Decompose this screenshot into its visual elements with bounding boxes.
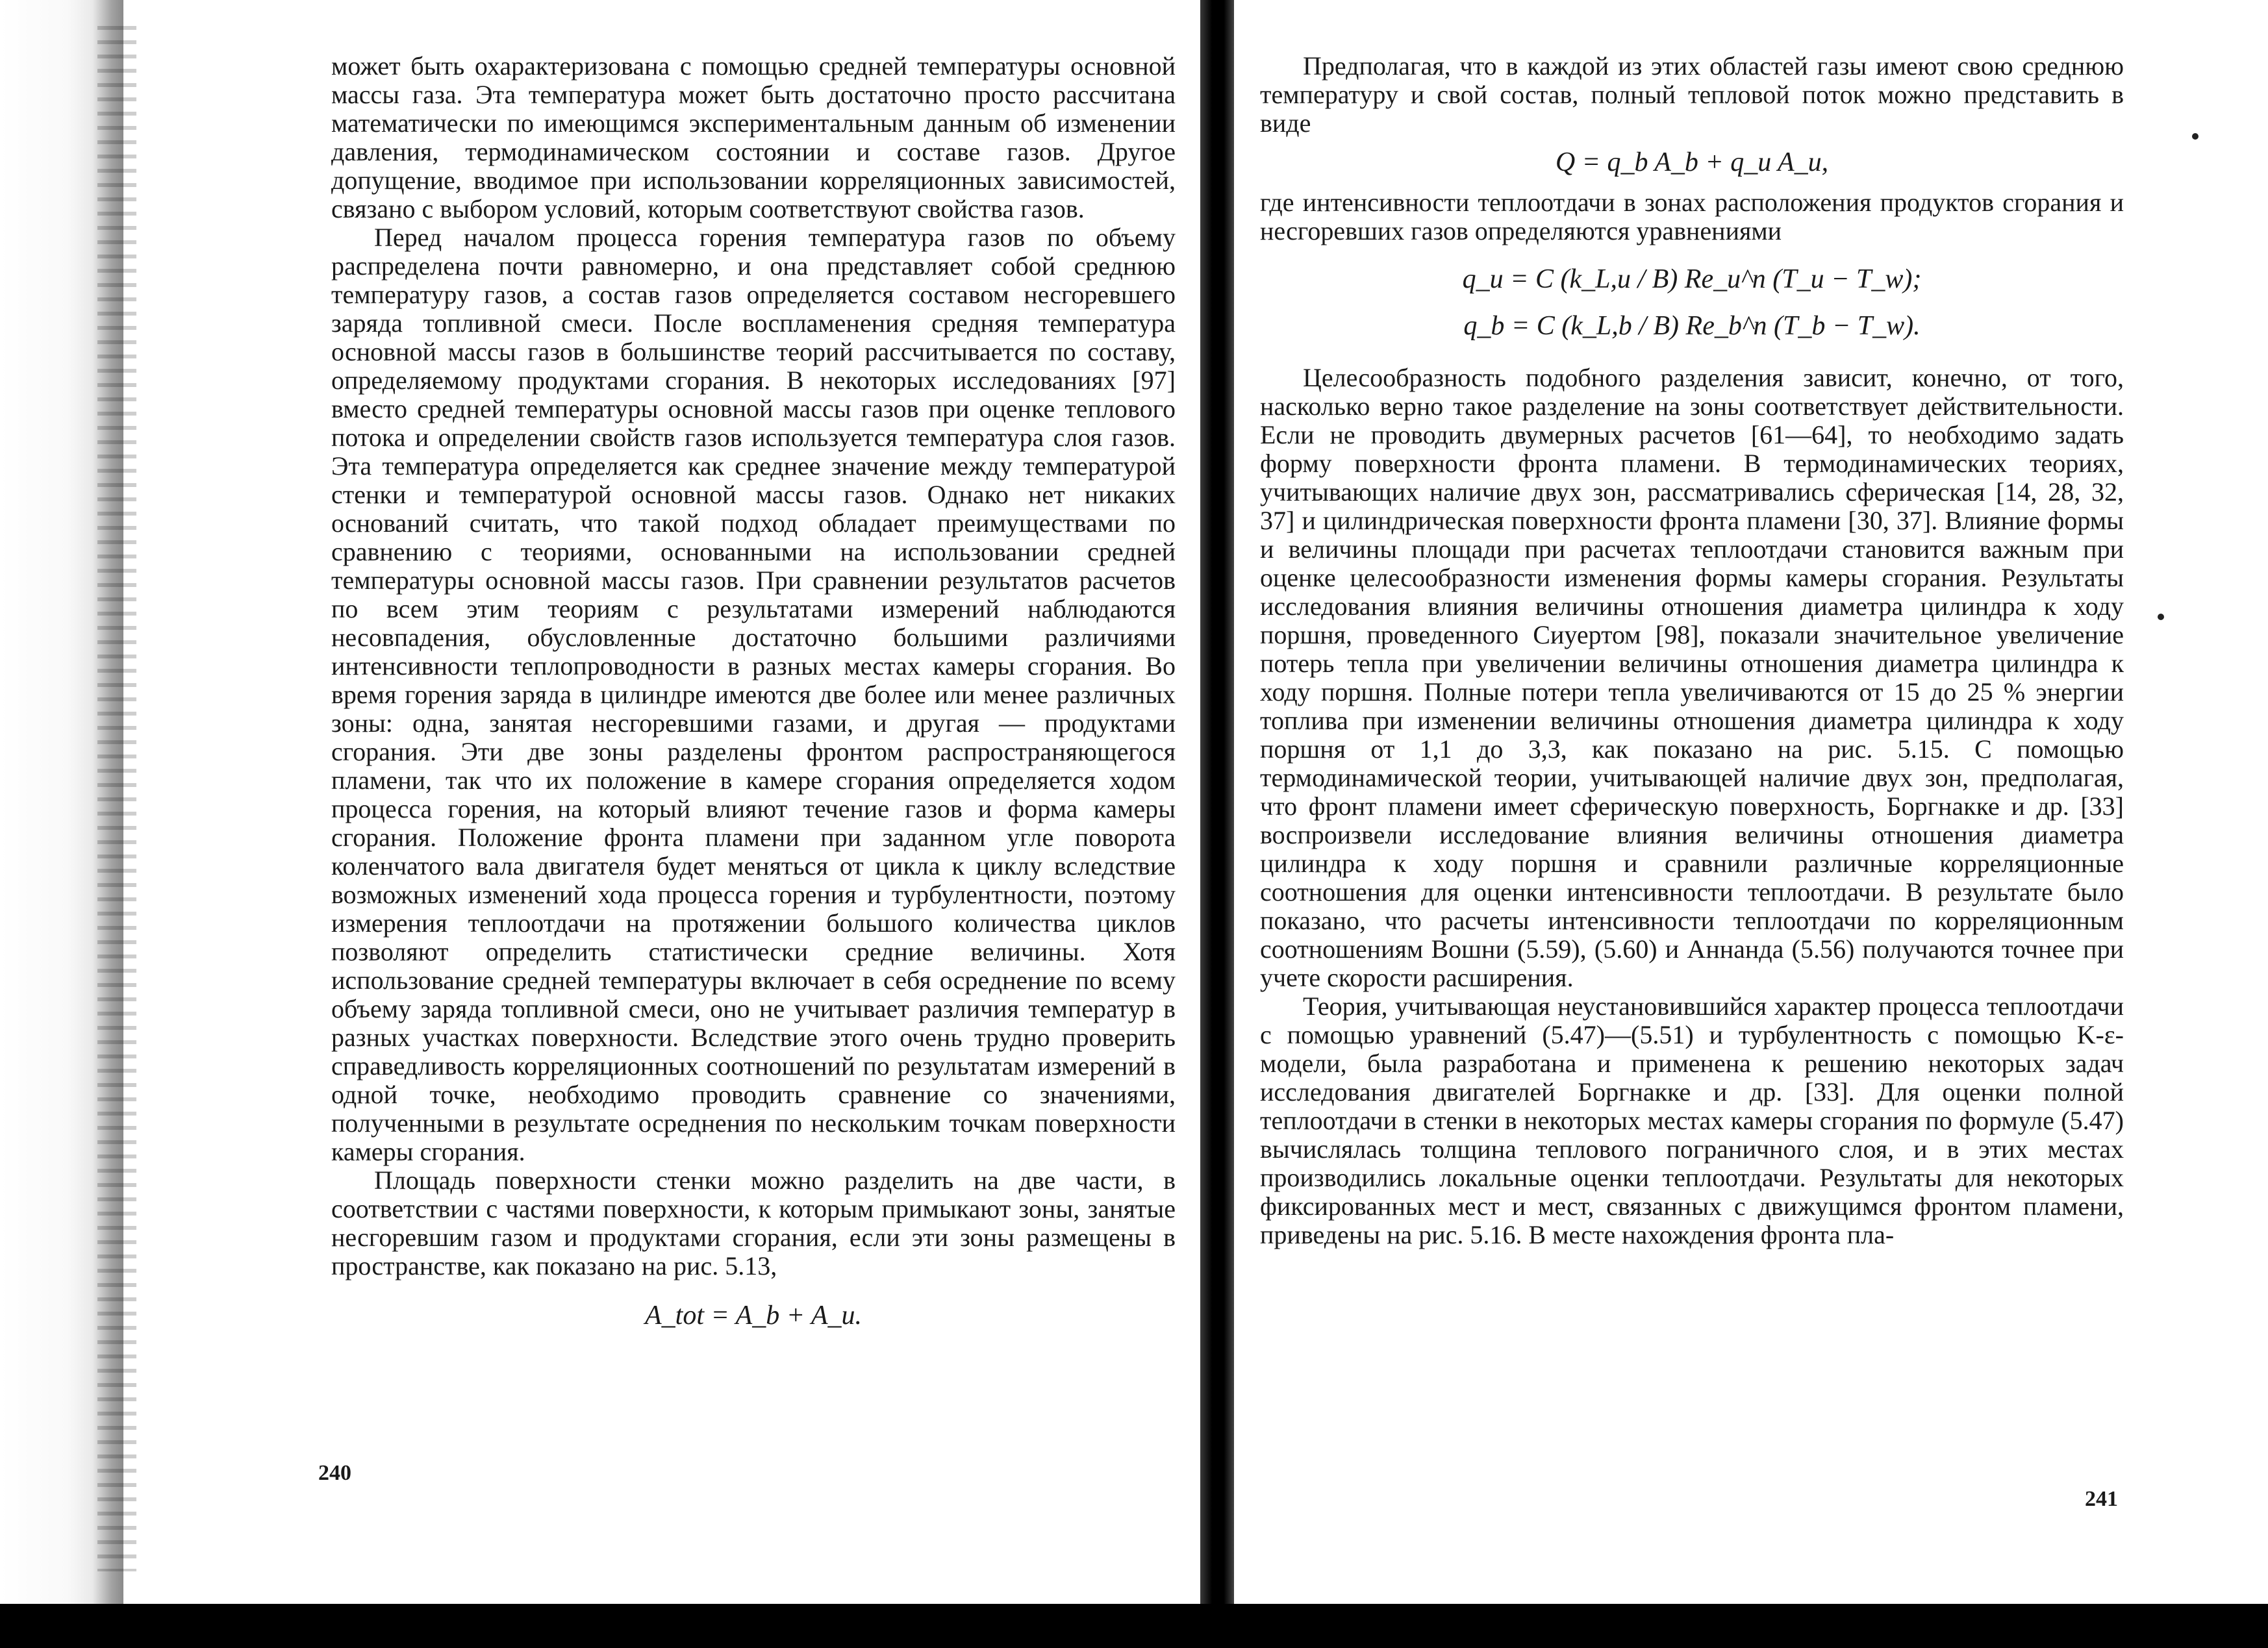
formula-area-total [331, 1295, 1176, 1336]
formula-total-heat-text: Q = q_b A_b + q_u A_u, [1555, 147, 1829, 177]
scan-bottom-border [0, 1604, 2268, 1648]
right-page [1260, 52, 2124, 1249]
scan-streaks [97, 26, 136, 1571]
scan-speck [2192, 133, 2199, 140]
formula-qu-text: q_u = C (k_L,u / B) Re_u^n (T_u − T_w); [1462, 264, 1922, 294]
page-number-left: 240 [318, 1461, 351, 1485]
right-paragraph-4: Теория, учитывающая неустановившийся характер процесса теплоотдачи с помощью уравнений (5.47)—(5.51) и турбулентность с помощью K-ε-модели, была разработана и применена к решению некоторых задач исследования двигателей Боргнакке и др. [33]. Для оценки полной теплоотдачи в стенки в некоторых местах камеры сгорания по формуле (5.47) вычислялась толщина теплового пограничного слоя, и в этих местах производились локальные оценки теплоотдачи. Результаты для некоторых фиксированных мест и мест, связанных с движущимся фронтом пламени, приведены на рис. 5.16. В месте нахождения фронта пла- [1260, 992, 2124, 1249]
right-paragraph-3: Целесообразность подобного разделения зависит, конечно, от того, насколько верно такое разделение на зоны соответствует действительности. Если не проводить двумерных расчетов [61—64], то необходимо задать форму поверхности фронта пламени. В термодинамических теориях, учитывающих наличие двух зон, рассматривались сферическая [14, 28, 32, 37] и цилиндрическая поверхности фронта пламени [30, 37]. Влияние формы и величины площади при расчетах теплоотдачи становится важным при оценке целесообразности изменения формы камеры сгорания. Результаты исследования влияния величины отношения диаметра цилиндра к ходу поршня, проведенного Сиуертом [98], показали значительное увеличение потерь тепла при увеличении величины отношения диаметра цилиндра к ходу поршня. Полные потери тепла увеличиваются от 15 до 25 % энергии топлива при изменении величины отношения диаметра цилиндра к ходу поршня от 1,1 до 3,3, как показано на рис. 5.15. С помощью термодинамической теории, учитывающей наличие двух зон, предполагая, что фронт пламени имеет сферическую поверхность, Боргнакке и др. [33] воспроизвели исследование влияния величины отношения диаметра цилиндра к ходу поршня и сравнили различные корреляционные соотношения для оценки интенсивности теплоотдачи. В результате было показано, что расчеты интенсивности теплоотдачи по корреляционным соотношениям Вошни (5.59), (5.60) и Аннанда (5.56) получаются точнее при учете скорости расширения. [1260, 363, 2124, 992]
page-number-right: 241 [2085, 1487, 2118, 1511]
left-paragraph-1: может быть охарактеризована с помощью средней температуры основной массы газа. Эта температура может быть достаточно просто рассчитана математически по имеющимся экспериментальным данным об изменении давления, термодинамическом состоянии и составе газов. Другое допущение, вводимое при использовании корреляционных зависимостей, связано с выбором условий, которым соответствуют свойства газов. [331, 51, 1176, 223]
formula-qu [1260, 258, 2124, 300]
book-spine [1200, 0, 1234, 1604]
left-paragraph-2: Перед началом процесса горения температура газов по объему распределена почти равномерно, и она представляет собой среднюю температуру газов, а состав газов определяется составом несгоревшего заряда топливной смеси. После воспламенения средняя температура основной массы газов в большинстве теорий рассчитывается по составу, определяемому продуктами сгорания. В некоторых исследованиях [97] вместо средней температуры основной массы газов при оценке теплового потока и определении свойств газов используется температура слоя газов. Эта температура определяется как среднее значение между температурой стенки и температурой основной массы газов. Однако нет никаких оснований считать, что такой подход обладает преимуществами по сравнению с теориями, основанными на использовании средней температуры основной массы газов. При сравнении результатов расчетов по всем этим теориям с результатами измерений наблюдаются несовпадения, обусловленные достаточно большими различиями интенсивности теплопроводности в разных местах камеры сгорания. Во время горения заряда в цилиндре имеются две более или менее различных зоны: одна, занятая несгоревшими газами, и другая — продуктами сгорания. Эти две зоны разделены фронтом распространяющегося пламени, так что их положение в камере сгорания определяется ходом процесса горения, на который влияют течение газов и форма камеры сгорания. Положение фронта пламени при заданном угле поворота коленчатого вала двигателя будет меняться от цикла к циклу вследствие возможных изменений хода процесса горения и турбулентности, поэтому измерения теплоотдачи на протяжении большого количества циклов позволяют определить статистически средние величины. Хотя использование средней температуры включает в себя осреднение по всему объему заряда топливной смеси, оно не учитывает различия температур в разных участках поверхности. Вследствие этого очень трудно проверить справедливость корреляционных соотношений по результатам измерений в одной точке, необходимо проводить сравнение со значениями, полученными в результате осреднения по нескольким точкам поверхности камеры сгорания. [331, 223, 1176, 1166]
left-page [331, 52, 1176, 1342]
right-paragraph-1: Предполагая, что в каждой из этих областей газы имеют свою среднюю температуру и свой состав, полный тепловой поток можно представить в виде [1260, 51, 2124, 138]
formula-qb [1260, 305, 2124, 347]
left-paragraph-3: Площадь поверхности стенки можно разделить на две части, в соответствии с частями поверхности, к которым примыкают зоны, занятые несгоревшим газом и продуктами сгорания, если эти зоны размещены в пространстве, как показано на рис. 5.13, [331, 1166, 1176, 1280]
formula-area-total-text: A_tot = A_b + A_u. [645, 1301, 862, 1330]
formula-qb-text: q_b = C (k_L,b / B) Re_b^n (T_b − T_w). [1463, 311, 1921, 341]
formula-total-heat [1260, 142, 2124, 183]
scan-speck [2158, 614, 2164, 620]
right-paragraph-2: где интенсивности теплоотдачи в зонах расположения продуктов сгорания и несгоревших газов определяются уравнениями [1260, 188, 2124, 245]
